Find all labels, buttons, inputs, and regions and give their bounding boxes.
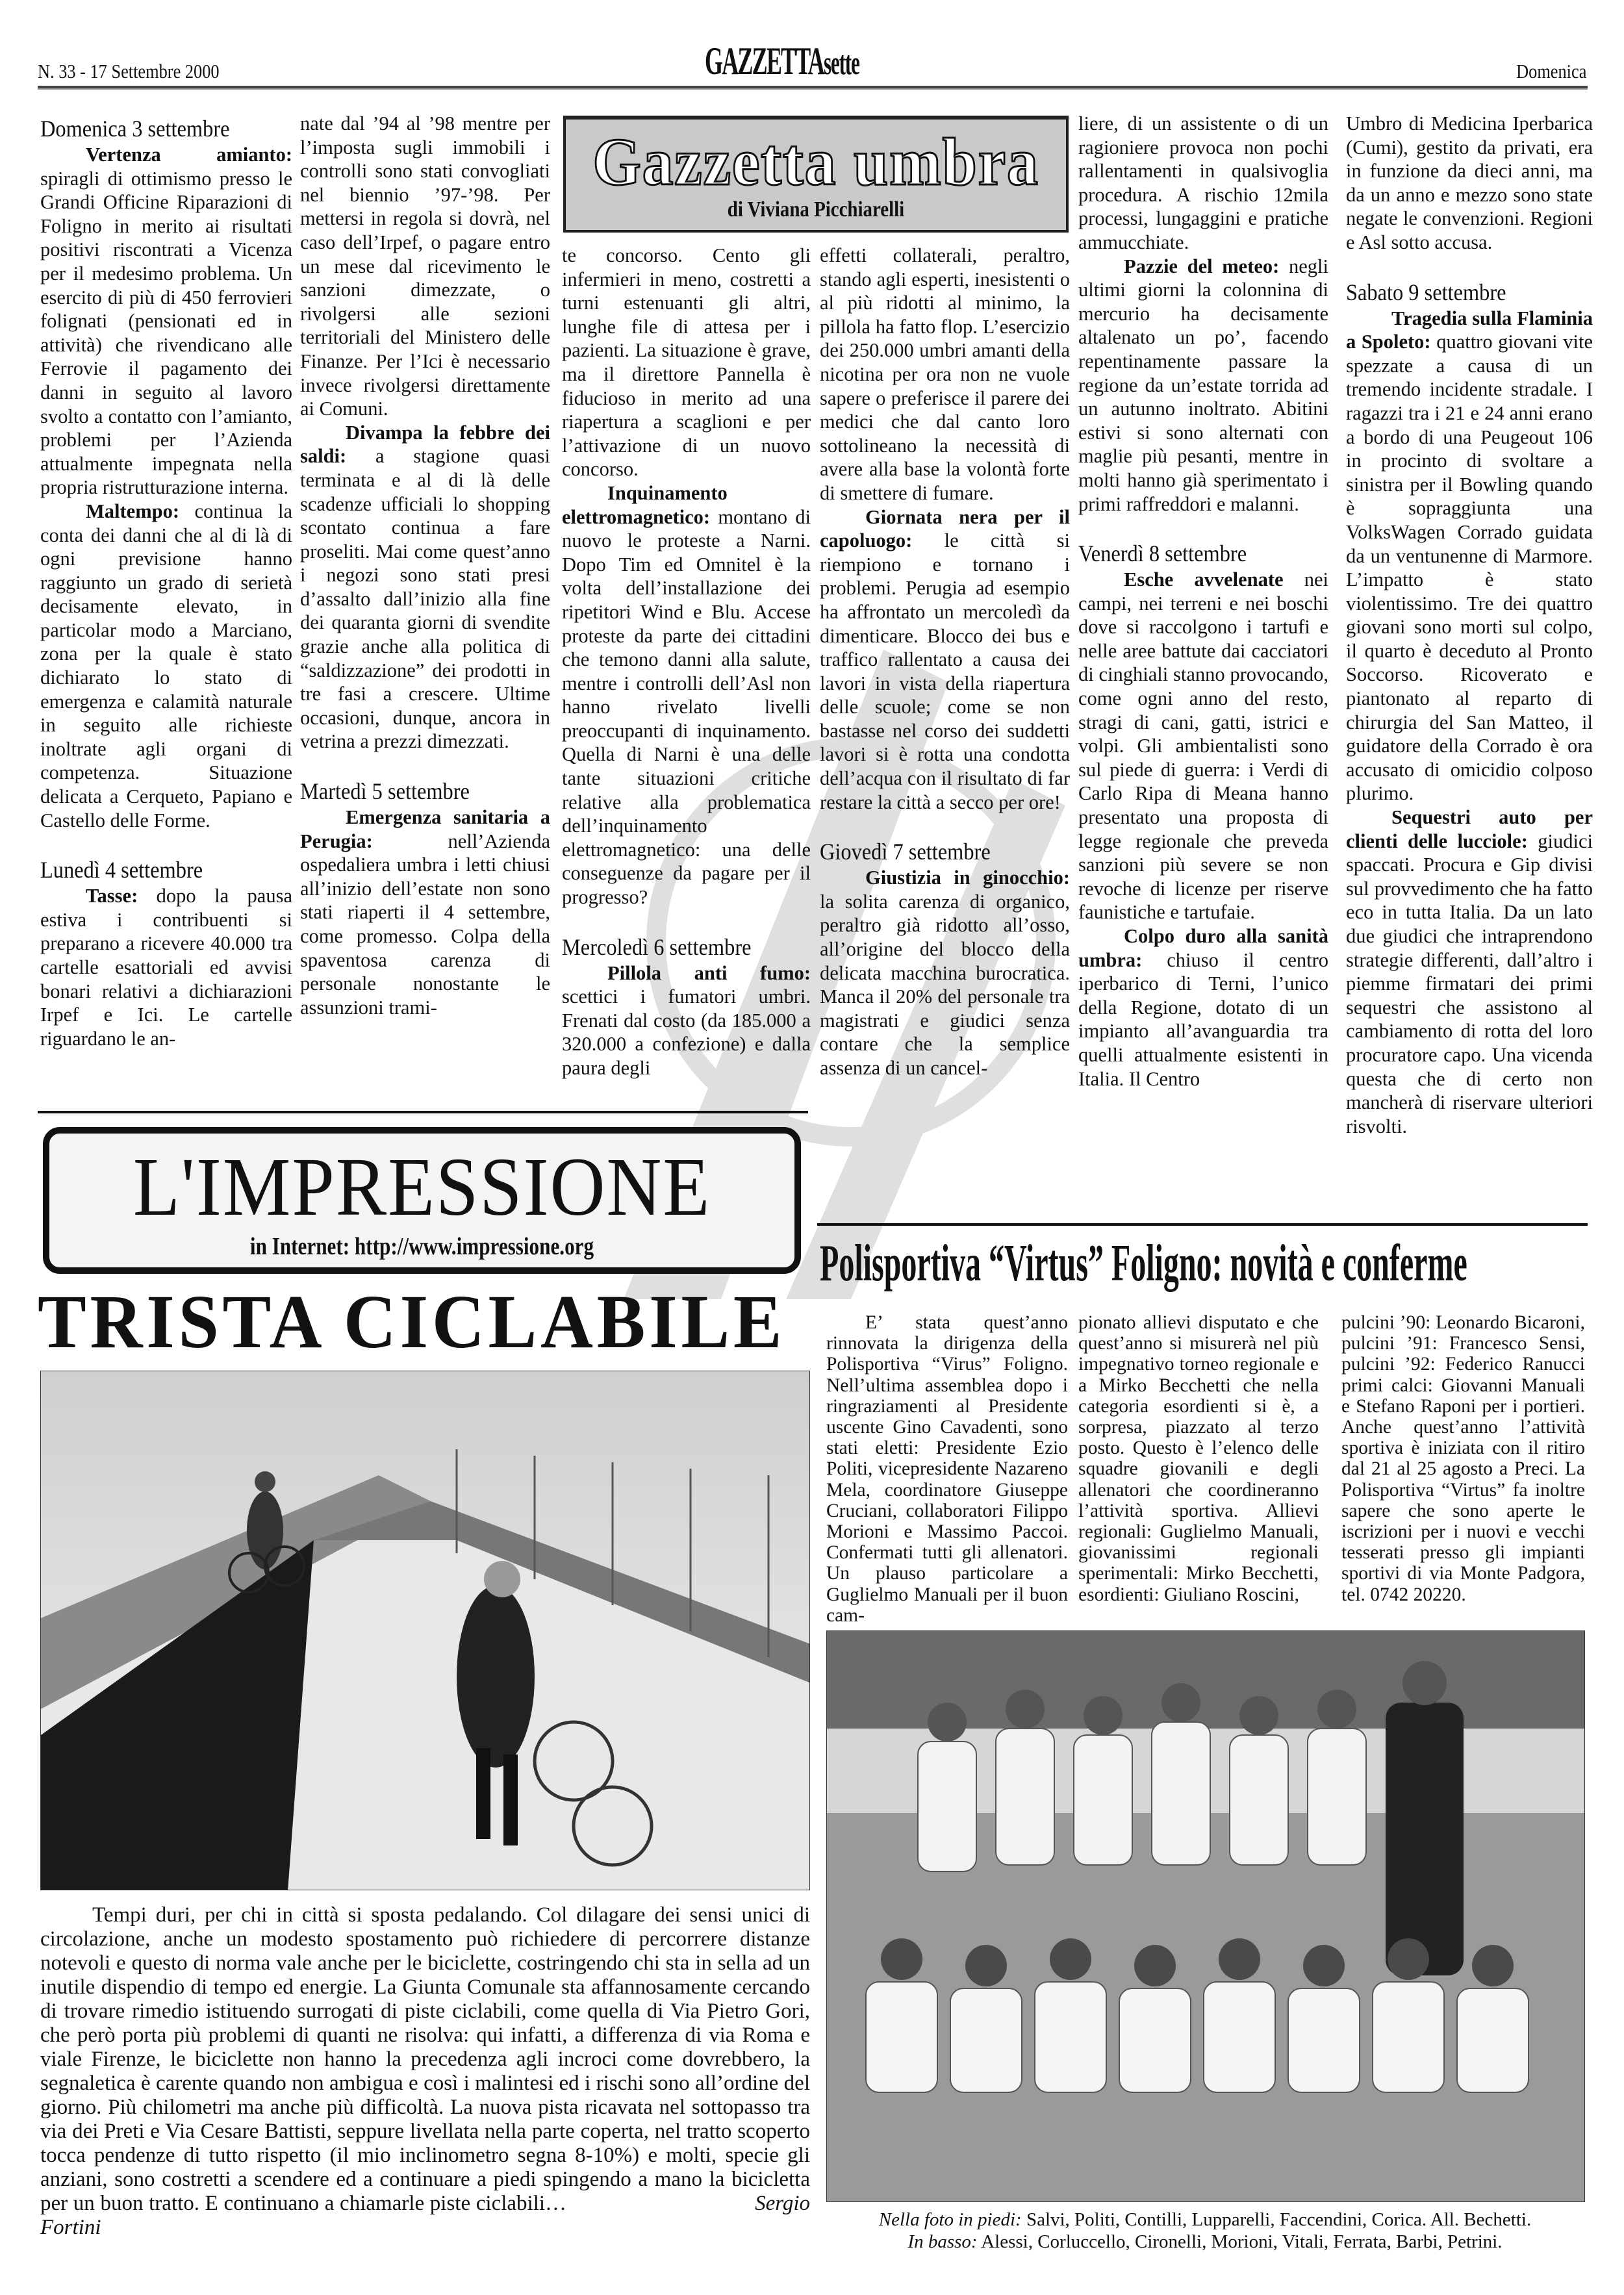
news-item-text: quattro giovani vite spezzate a causa di un tremendo incidente stradale. I ragazzi tra i 21 e 24 anni erano a bordo di una Peugeout 106 in procinto di svoltare a sinistra per il Bowling quando è sopraggiunta una VolksWagen Corrado guidata da un ventunenne di Marmore. L’impatto è stato violentissimo. Tre dei quattro giovani sono morti sul colpo, il quarto è deceduto al Pronto Soccorso. Ricoverato e piantonato al reparto di chirurgia del San Matteo, il guidatore della Corrado è ora accusato di omicidio colposo plurimo. bbox=[1346, 331, 1593, 805]
news-item-lead: Vertenza amianto: bbox=[86, 144, 292, 166]
masthead-sub: sette bbox=[823, 45, 859, 82]
news-continuation bbox=[820, 244, 1070, 505]
section-author: di Viviana Picchiarelli bbox=[727, 197, 905, 222]
cyclists-photo-image bbox=[41, 1371, 810, 1890]
day-heading: Domenica 3 settembre bbox=[40, 116, 230, 142]
news-item bbox=[1078, 924, 1328, 1091]
photo-caption bbox=[820, 2209, 1590, 2253]
virtus-column-1 bbox=[826, 1312, 1068, 1626]
news-item-lead: Tasse: bbox=[86, 885, 138, 907]
news-item-text: nate dal ’94 al ’98 mentre per l’imposta sugli immobili i controlli sono stati convogliati nel biennio ’97-’98. Per mettersi in regola si dovrà, nel caso dell’Irpef, o pagare entro un mese dal ricevimento le sanzioni dimezzate, o rivolgersi alle sezioni territoriali del Ministero delle Finanze. Per l’Ici è necessario invece rivolgersi direttamente ai Comuni. bbox=[300, 112, 550, 420]
day-heading: Lunedì 4 settembre bbox=[40, 857, 203, 883]
day-of-week: Domenica bbox=[1516, 60, 1586, 82]
news-item-text: te concorso. Cento gli infermieri in meno, costretti a turni estenuanti gli altri, lunghe file di attesa per i pazienti. La situazione è grave, ma il direttore Pannella è fiducioso in merito ad una riapertura a scaglioni e per l’attivazione di un nuovo concorso. bbox=[562, 244, 811, 481]
news-item-lead: Sequestri auto per clienti delle lucciole: bbox=[1346, 806, 1593, 852]
news-item-lead: Pazzie del meteo: bbox=[1124, 255, 1280, 277]
article-author: Sergio Fortini bbox=[40, 2192, 810, 2239]
article-body bbox=[40, 1903, 810, 2240]
news-item bbox=[1346, 805, 1593, 1138]
news-item-text: nell’Azienda ospedaliera umbra i letti chiusi all’inizio dell’estate non sono stati riaperti il 4 settembre, come promesso. Colpa della spaventosa carenza di personale nonostante le assunzioni trami- bbox=[300, 830, 550, 1019]
article-headline: TRISTA CICLABILE bbox=[38, 1279, 786, 1364]
news-item-text: nei campi, nei terreni e nei boschi dove si raccolgono i tartufi e nelle aree battute dai cacciatori di cinghiali stanno provocando, come ogni anno del resto, stragi di cani, gatti, istrici e volpi. Gli ambientalisti sono sul piede di guerra: i Verdi di Carlo Ripa di Meana hanno presentato una proposta di legge regionale che preveda sanzioni più severe se non revoche di licenze per riserve faunistiche e tartufaie. bbox=[1078, 568, 1328, 924]
news-item-text: dopo la pausa estiva i contribuenti si preparano a ricevere 40.000 tra cartelle esattoriali ed avvisi bonari relativi a dichiarazioni Irpef e Ici. Le cartelle riguardano le an- bbox=[40, 885, 292, 1050]
news-item-lead: Maltempo: bbox=[86, 500, 179, 522]
header-rule bbox=[38, 86, 1588, 90]
news-column-4 bbox=[820, 244, 1070, 1080]
issue-info: N. 33 - 17 Settembre 2000 bbox=[38, 60, 220, 82]
news-item-text: chiuso il centro iperbarico di Terni, l’unico della Regione, dotato di un impianto all’avanguardia tra quelli attualmente esistenti in Italia. Il Centro bbox=[1078, 948, 1328, 1090]
news-item-text: la solita carenza di organico, peraltro già ridotto all’osso, all’origine del blocco della delicata macchina burocratica. Manca il 20% del personale tra magistrati e giudici senza contare che la semplice assenza di un cancel- bbox=[820, 890, 1070, 1079]
day-heading: Giovedì 7 settembre bbox=[820, 839, 991, 865]
news-item bbox=[562, 481, 811, 909]
section-title: Gazzetta umbra bbox=[592, 125, 1039, 199]
caption-label: In basso: bbox=[907, 2231, 978, 2252]
news-item-lead: Divampa la febbre dei saldi: bbox=[300, 421, 550, 468]
news-continuation bbox=[1346, 112, 1593, 255]
article-headline-virtus: Polisportiva “Virtus” Foligno: novità e conferme bbox=[820, 1235, 1467, 1292]
masthead-main: GAZZETTA bbox=[705, 40, 824, 82]
day-heading: Mercoledì 6 settembre bbox=[562, 933, 752, 960]
news-item bbox=[1346, 307, 1593, 805]
news-item-text: giudici spaccati. Procura e Gip divisi sul provvedimento che ha fatto eco in tutta Italia. Da un lato due giudici che intraprendono strategie differenti, dall’altro i piemme firmatari dei primi sequestri che assistono al cambiamento di rotta del loro procuratore capo. Una vicenda questa che di certo non mancherà di riservare ulteriori risvolti. bbox=[1346, 830, 1593, 1137]
news-continuation bbox=[1078, 112, 1328, 255]
news-item bbox=[1078, 255, 1328, 516]
day-heading: Martedì 5 settembre bbox=[300, 778, 470, 805]
day-heading: Sabato 9 settembre bbox=[1346, 279, 1506, 305]
virtus-text: pionato allievi disputato e che quest’anno si misurerà nel più impegnativo torneo regionale e a Mirko Becchetti che nella categoria esordienti si è, a sorpresa, piazzato al terzo posto. Questo è l’elenco delle squadre giovanili e degli allenatori che coordineranno l’attività sportiva. Allievi regionali: Guglielmo Manuali, giovanissimi regionali sperimentali: Mirko Becchetti, esordienti: Giuliano Roscini, bbox=[1078, 1312, 1319, 1605]
news-column-1 bbox=[40, 112, 292, 1050]
section-divider bbox=[38, 1111, 808, 1113]
news-item-text: effetti collaterali, peraltro, stando agli esperti, inesistenti o al più ridotti al minimo, la pillola ha fatto flop. L’esercizio dei 250.000 umbri amanti della nicotina per ora non ne vuole sapere o preferisce il parere dei medici che dal canto loro sottolineano la necessità di avere alla base la volontà forte di smettere di fumare. bbox=[820, 244, 1070, 504]
article-text: Tempi duri, per chi in città si sposta pedalando. Col dilagare dei sensi unici di circolazione, anche un modesto spostamento può richiedere di percorrere distanze notevoli e questo di norma vale anche per le biciclette, costringendo chi sta in sella ad un inutile dispendio di tempo ed energie. La Giunta Comunale sta affannosamente cercando di trovare rimedio istituendo surrogati di piste ciclabili, come quella di Via Pietro Gori, che però porta più problemi di quanti ne risolva: qui infatti, a differenza di via Roma e viale Firenze, le biciclette non hanno la precedenza agli incroci come dovrebbero, la segnaletica è carente quando non ambigua e così i malintesi ed i rischi sono all’ordine del giorno. Più chilometri ma anche più difficoltà. La nuova pista ricavata nel sottopasso tra via dei Preti e Via Cesare Battisti, seppure livellata nella parte coperta, nel tratto scoperto tocca pendenze di tutto rispetto (il mio inclinometro segna 8-10%) e molti, specie gli anziani, sono costretti a scendere ed a continuare a piedi spingendo a mano la bicicletta per un buon tratto. E continuano a chiamarle piste ciclabili… bbox=[40, 1903, 810, 2215]
news-column-5 bbox=[1078, 112, 1328, 1091]
news-column-6 bbox=[1346, 112, 1593, 1138]
news-item-lead: Tragedia sulla Flaminia a Spoleto: bbox=[1346, 307, 1593, 353]
news-item-lead: Giustizia in ginocchio: bbox=[865, 867, 1070, 889]
news-item-lead: Emergenza sanitaria a Perugia: bbox=[300, 806, 550, 852]
impressione-logo-box bbox=[43, 1127, 801, 1274]
day-heading: Venerdì 8 settembre bbox=[1078, 540, 1247, 567]
news-item-lead: Inquinamento elettromagnetico: bbox=[562, 481, 728, 528]
news-item-text: liere, di un assistente o di un ragioniere provoca non pochi rallentamenti in qualsivoglia procedura. A rischio 12mila processi, lungaggini e pratiche ammucchiate. bbox=[1078, 112, 1328, 253]
news-item bbox=[820, 866, 1070, 1080]
news-item-text: continua la conta dei danni che al di là di ogni previsione hanno raggiunto un grado di serietà decisamente elevato, in particolar modo a Marciano, zona per la quale è stato dichiarato lo stato di emergenza e calamità naturale in seguito alle richieste inoltrate agli organi di competenza. Situazione delicata a Cerqueto, Papiano e Castello delle Forme. bbox=[40, 500, 292, 831]
news-item bbox=[300, 805, 550, 1019]
news-continuation bbox=[562, 244, 811, 481]
caption-text: Salvi, Politi, Contilli, Lupparelli, Faccendini, Corica. All. Bechetti. bbox=[1021, 2209, 1532, 2230]
team-photo-image bbox=[827, 1631, 1585, 2202]
virtus-text: pulcini ’90: Leonardo Bicaroni, pulcini ’91: Francesco Sensi, pulcini ’92: Federico Ranucci primi calci: Giovanni Manuali e Stefano Raponi per i portieri. Anche quest’anno l’attività sportiva è iniziata con il ritiro dal 21 al 25 agosto a Preci. La Polisportiva “Virtus” fa inoltre sapere che sono aperte le iscrizioni per i nuovi e vecchi tesserati presso gli impianti sportivi di via Monte Padgora, tel. 0742 20220. bbox=[1341, 1312, 1585, 1605]
article-photo-cyclists bbox=[40, 1371, 810, 1890]
news-item-text: spiragli di ottimismo presso le Grandi Officine Riparazioni di Foligno in merito ai risultati positivi riscontrati a Vicenza per il medesimo problema. Un esercito di più di 450 ferrovieri folignati (pensionati ed in attività) che rivendicano alle Ferrovie il pagamento dei danni in seguito al lavoro svolto a contatto con l’amianto, problemi per l’Azienda attualmente impegnata nella propria ristrutturazione interna. bbox=[40, 167, 292, 499]
news-item-lead: Esche avvelenate bbox=[1124, 568, 1284, 591]
news-item bbox=[40, 500, 292, 832]
news-item-lead: Pillola anti fumo: bbox=[607, 961, 811, 984]
news-item-lead: Colpo duro alla sanità umbra: bbox=[1078, 925, 1328, 971]
news-item bbox=[562, 961, 811, 1080]
news-continuation bbox=[300, 112, 550, 421]
news-item bbox=[40, 143, 292, 500]
news-item bbox=[40, 884, 292, 1050]
news-item bbox=[300, 421, 550, 754]
virtus-column-2 bbox=[1078, 1312, 1319, 1605]
news-item bbox=[1078, 568, 1328, 924]
section-divider bbox=[817, 1223, 1588, 1226]
news-column-2 bbox=[300, 112, 550, 1019]
virtus-text: E’ stata quest’anno rinnovata la dirigenza della Polisportiva “Virus” Foligno. Nell’ultima assemblea dopo i ringraziamenti al Presidente uscente Gino Cavadenti, sono stati eletti: Presidente Ezio Politi, vicepresidente Nazareno Mela, coordinatore Giuseppe Cruciani, collaboratori Filippo Morioni e Massimo Paccoi. Confermati tutti gli allenatori. Un plauso particolare a Guglielmo Manuali per il buon cam- bbox=[826, 1312, 1068, 1626]
news-item-lead: Giornata nera per il capoluogo: bbox=[820, 505, 1070, 552]
impressione-logo: L'IMPRESSIONE bbox=[133, 1141, 711, 1233]
news-item bbox=[820, 505, 1070, 815]
news-item-text: Umbro di Medicina Iperbarica (Cumi), gestito da privati, era in funzione da dieci anni, ma da un anno e mezzo sono state negate le convenzioni. Regioni e Asl sotto accusa. bbox=[1346, 112, 1593, 253]
news-item-text: scettici i fumatori umbri. Frenati dal costo (da 185.000 a 320.000 a confezione) e dalla paura degli bbox=[562, 985, 811, 1079]
caption-label: Nella foto in piedi: bbox=[878, 2209, 1022, 2230]
article-photo-team bbox=[826, 1630, 1585, 2202]
news-item-text: montano di nuovo le proteste a Narni. Dopo Tim ed Omnitel è la volta dell’installazione dei ripetitori Wind e Blu. Accese proteste da parte dei cittadini che temono danni alla salute, mentre i controlli dell’Asl non hanno rivelato livelli preoccupanti di inquinamento. Quella di Narni è una delle tante situazioni critiche relative alla problematica dell’inquinamento elettromagnetico: una delle conseguenze da pagare per il progresso? bbox=[562, 505, 811, 909]
caption-text: Alessi, Corluccello, Cironelli, Morioni, Vitali, Ferrata, Barbi, Petrini. bbox=[977, 2231, 1503, 2252]
news-item-text: a stagione quasi terminata e al di là delle scadenze ufficiali lo shopping scontato continua a fare proseliti. Mai come quest’anno i negozi sono stati presi d’assalto dall’inizio alla fine dei quaranta giorni di svendite grazie anche alla politica di “saldizzazione” dei prodotti in tre fasi a crescere. Ultime occasioni, dunque, ancora in vetrina a prezzi dimezzati. bbox=[300, 445, 550, 753]
news-item-text: le città si riempiono e tornano i problemi. Perugia ad esempio ha affrontato un mercoledì da dimenticare. Blocco dei bus e traffico rallentato a causa dei lavori in vista della riapertura delle scuole; come se non bastasse nel corso dei suddetti lavori si è rotta una condotta dell’acqua con il risultato di far restare la città a secco per ore! bbox=[820, 529, 1070, 813]
news-item-text: negli ultimi giorni la colonnina di mercurio ha decisamente altalenato un po’, facendo repentinamente passare la regione da un’estate torrida ad un autunno inoltrato. Abitini estivi si sono alternati con maglie più pesanti, mentre in molti hanno già sperimentato i primi raffreddori e malanni. bbox=[1078, 255, 1328, 515]
masthead-logo bbox=[705, 39, 859, 84]
section-banner-gazzetta-umbra bbox=[563, 116, 1069, 233]
news-column-3 bbox=[562, 244, 811, 1080]
impressione-url[interactable]: in Internet: http://www.impressione.org bbox=[249, 1233, 594, 1260]
virtus-column-3 bbox=[1341, 1312, 1585, 1605]
